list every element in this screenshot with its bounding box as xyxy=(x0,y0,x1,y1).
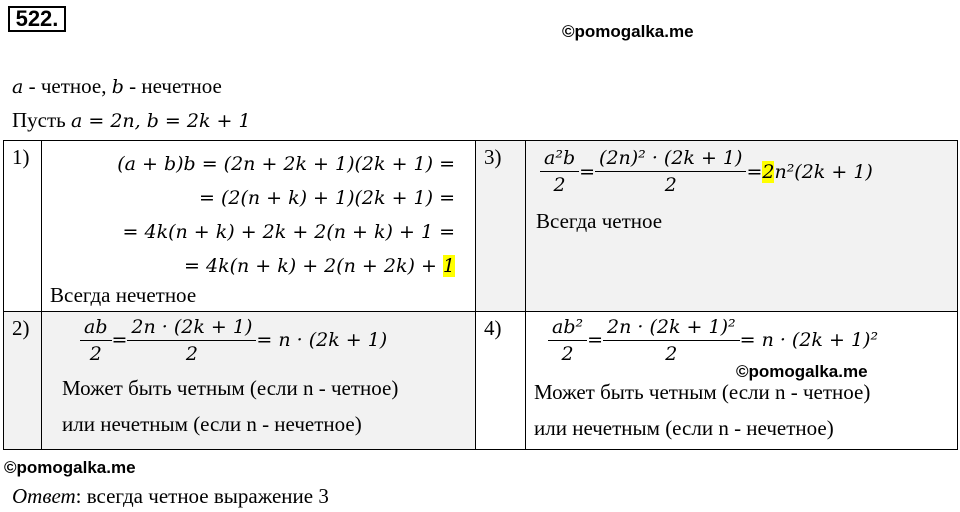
c4-frac-1: $\frac{\text{ab²}}{2}$ xyxy=(548,314,587,367)
watermark-middle: ©pomogalka.me xyxy=(736,361,868,381)
cell-1-number: 1) xyxy=(4,141,42,312)
c4-frac-2: $\frac{\text{2n · (2k + 1)²}}{2}$ xyxy=(603,314,740,367)
cell-3-number: 3) xyxy=(476,141,526,312)
c3-frac-1: $\frac{\text{a²b}}{2}$ xyxy=(540,145,579,198)
answer-text: : всегда четное выражение 3 xyxy=(75,484,329,508)
c1-conclusion: Всегда нечетное xyxy=(50,283,197,307)
c1-highlight: 1 xyxy=(442,255,455,277)
problem-number: 522. xyxy=(8,6,66,32)
watermark-top: ©pomogalka.me xyxy=(562,22,694,41)
cell-1 xyxy=(42,141,476,312)
c3-conclusion: Всегда четное xyxy=(536,209,663,233)
watermark-bottom: ©pomogalka.me xyxy=(4,458,136,477)
intro-let: Пусть xyxy=(12,108,71,132)
solution-table xyxy=(3,140,958,450)
cell-3 xyxy=(526,141,958,312)
c2-formula: $\frac{ab}{2}$ = $\frac{2n \cdot (2k + 1)}{2}$ = n · (2k + 1) xyxy=(80,314,387,367)
c1-line-1: (a + b)b = (2n + 2k + 1)(2k + 1) = xyxy=(117,153,455,175)
c2-frac-2: $\frac{2n \cdot (2k + 1)}{2}$ xyxy=(127,314,256,367)
c4-line-3: или нечетным (если n - нечетное) xyxy=(534,415,834,440)
intro-line-1 xyxy=(12,74,222,99)
cell-2-number: 2) xyxy=(4,311,42,449)
cell-4-number: 4) xyxy=(476,311,526,449)
c3-formula: $\frac{\text{a²b}}{2}$ = $\frac{\text{(2n)² · (2k + 1)}}{2}$ =2n²(2k + 1) xyxy=(540,145,873,198)
c1-line-4: = 4k(n + k) + 2(n + 2k) + 1 xyxy=(184,255,455,277)
c4-line-2: Может быть четным (если n - четное) xyxy=(534,379,871,404)
var-a: a xyxy=(12,76,24,98)
intro-even: - четное, xyxy=(23,74,112,98)
c3-frac-2: $\frac{\text{(2n)² · (2k + 1)}}{2}$ xyxy=(595,145,746,198)
cell-2 xyxy=(42,311,476,449)
answer-label: Ответ xyxy=(12,484,76,508)
intro-line-2 xyxy=(12,108,251,133)
c2-frac-1: $\frac{ab}{2}$ xyxy=(80,314,112,367)
c1-line-3: = 4k(n + k) + 2k + 2(n + k) + 1 = xyxy=(122,221,455,243)
c2-line-2: Может быть четным (если n - четное) xyxy=(62,375,399,400)
cell-4 xyxy=(526,311,958,449)
c1-line-2: = (2(n + k) + 1)(2k + 1) = xyxy=(198,187,455,209)
c3-highlight: 2 xyxy=(762,160,775,183)
c2-line-3: или нечетным (если n - нечетное) xyxy=(62,411,362,436)
intro-odd: - нечетное xyxy=(123,74,222,98)
c4-formula: $\frac{\text{ab²}}{2}$ = $\frac{\text{2n · (2k + 1)²}}{2}$ = n · (2k + 1)² xyxy=(548,314,878,367)
cell-1-derivation xyxy=(117,147,455,283)
answer-line xyxy=(12,484,329,509)
var-b: b xyxy=(111,76,124,98)
intro-substitution: a = 2n, b = 2k + 1 xyxy=(71,110,251,132)
